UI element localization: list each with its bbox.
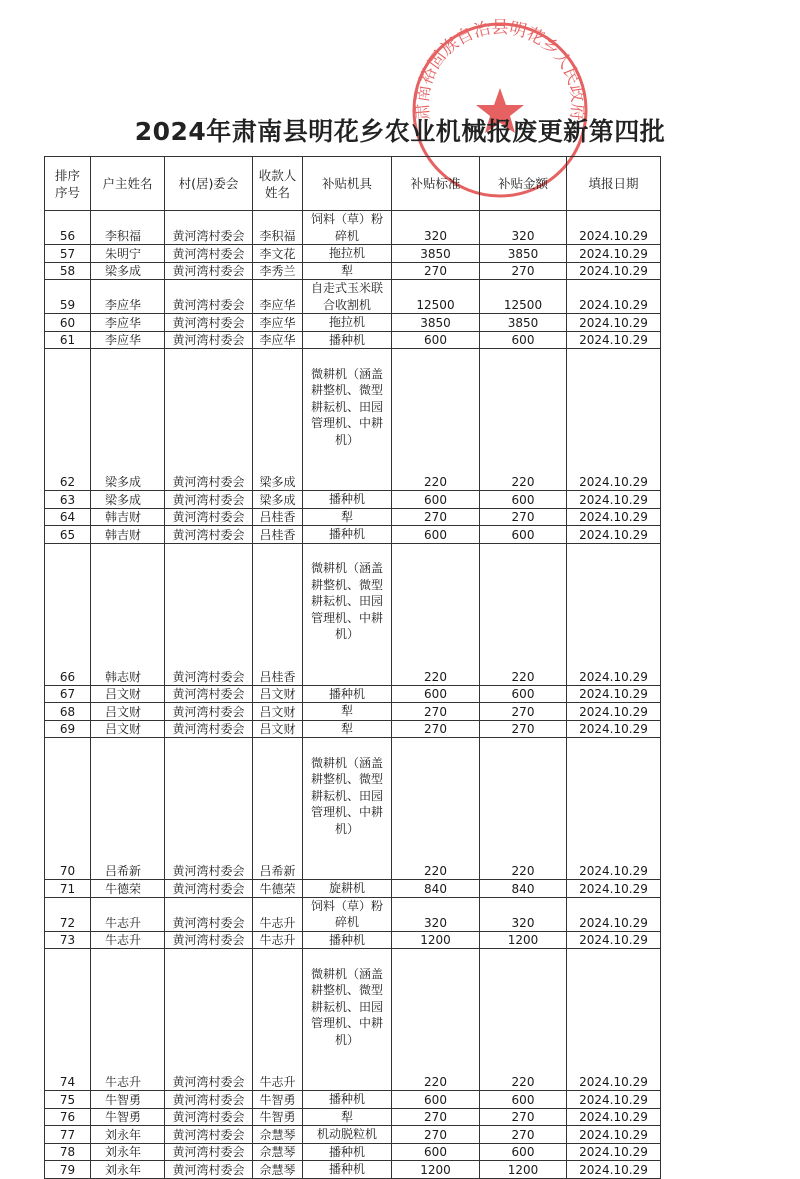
- cell-date: 2024.10.29: [567, 245, 661, 263]
- table-row: [45, 949, 661, 1091]
- cell-machine: 犁: [303, 508, 392, 526]
- cell-householder: 牛德荣: [91, 880, 165, 898]
- cell-householder: 韩吉财: [91, 508, 165, 526]
- table-row: [45, 543, 661, 685]
- cell-village: 黄河湾村委会: [165, 543, 253, 685]
- cell-machine: 拖拉机: [303, 314, 392, 332]
- cell-date: 2024.10.29: [567, 897, 661, 931]
- cell-standard: 3850: [392, 314, 480, 332]
- cell-householder: 刘永年: [91, 1143, 165, 1161]
- cell-date: 2024.10.29: [567, 738, 661, 880]
- cell-machine: 旋耕机: [303, 880, 392, 898]
- table-row: [45, 245, 661, 263]
- header-date: 填报日期: [567, 157, 661, 211]
- cell-standard: 270: [392, 720, 480, 738]
- cell-standard: 220: [392, 349, 480, 491]
- table-row: [45, 280, 661, 314]
- cell-seq: 70: [45, 738, 91, 880]
- cell-standard: 1200: [392, 931, 480, 949]
- table-row: [45, 1126, 661, 1144]
- cell-date: 2024.10.29: [567, 1161, 661, 1179]
- cell-date: 2024.10.29: [567, 703, 661, 721]
- cell-village: 黄河湾村委会: [165, 880, 253, 898]
- cell-village: 黄河湾村委会: [165, 1143, 253, 1161]
- table-row: [45, 508, 661, 526]
- cell-machine: 播种机: [303, 491, 392, 509]
- cell-machine: 犁: [303, 720, 392, 738]
- cell-payee: 吕文财: [253, 720, 303, 738]
- header-seq: 排序 序号: [45, 157, 91, 211]
- cell-householder: 梁多成: [91, 262, 165, 280]
- cell-machine: 播种机: [303, 1091, 392, 1109]
- cell-village: 黄河湾村委会: [165, 262, 253, 280]
- cell-machine: 播种机: [303, 1143, 392, 1161]
- cell-standard: 320: [392, 211, 480, 245]
- cell-machine: 播种机: [303, 931, 392, 949]
- header-payee: 收款人 姓名: [253, 157, 303, 211]
- cell-standard: 600: [392, 491, 480, 509]
- cell-date: 2024.10.29: [567, 349, 661, 491]
- cell-machine: 饲料（草）粉 碎机: [303, 897, 392, 931]
- cell-date: 2024.10.29: [567, 526, 661, 544]
- cell-payee: 李文花: [253, 245, 303, 263]
- table-row: [45, 331, 661, 349]
- cell-seq: 73: [45, 931, 91, 949]
- cell-standard: 270: [392, 1108, 480, 1126]
- cell-date: 2024.10.29: [567, 1126, 661, 1144]
- header-machine: 补贴机具: [303, 157, 392, 211]
- cell-seq: 62: [45, 349, 91, 491]
- header-village: 村(居)委会: [165, 157, 253, 211]
- cell-machine: 播种机: [303, 526, 392, 544]
- cell-payee: 牛志升: [253, 949, 303, 1091]
- cell-householder: 韩吉财: [91, 526, 165, 544]
- cell-village: 黄河湾村委会: [165, 1091, 253, 1109]
- table-row: [45, 211, 661, 245]
- header-amount: 补贴金额: [480, 157, 567, 211]
- cell-amount: 600: [480, 526, 567, 544]
- seal-text: 肃南裕固族自治县明花乡人民政府: [412, 18, 588, 122]
- cell-date: 2024.10.29: [567, 331, 661, 349]
- cell-seq: 71: [45, 880, 91, 898]
- cell-machine: 自走式玉米联 合收割机: [303, 280, 392, 314]
- cell-machine: 饲料（草）粉 碎机: [303, 211, 392, 245]
- cell-amount: 12500: [480, 280, 567, 314]
- cell-householder: 牛志升: [91, 897, 165, 931]
- cell-amount: 320: [480, 897, 567, 931]
- table-row: [45, 720, 661, 738]
- cell-householder: 牛志升: [91, 931, 165, 949]
- cell-standard: 840: [392, 880, 480, 898]
- cell-village: 黄河湾村委会: [165, 491, 253, 509]
- cell-seq: 61: [45, 331, 91, 349]
- cell-amount: 320: [480, 211, 567, 245]
- cell-standard: 270: [392, 262, 480, 280]
- header-standard: 补贴标准: [392, 157, 480, 211]
- cell-machine: 播种机: [303, 331, 392, 349]
- cell-village: 黄河湾村委会: [165, 1161, 253, 1179]
- cell-standard: 220: [392, 949, 480, 1091]
- cell-village: 黄河湾村委会: [165, 703, 253, 721]
- cell-amount: 270: [480, 720, 567, 738]
- cell-householder: 牛智勇: [91, 1091, 165, 1109]
- cell-amount: 600: [480, 685, 567, 703]
- cell-standard: 270: [392, 703, 480, 721]
- cell-date: 2024.10.29: [567, 280, 661, 314]
- cell-amount: 1200: [480, 931, 567, 949]
- cell-payee: 梁多成: [253, 491, 303, 509]
- cell-seq: 59: [45, 280, 91, 314]
- cell-village: 黄河湾村委会: [165, 508, 253, 526]
- table-row: [45, 880, 661, 898]
- cell-village: 黄河湾村委会: [165, 314, 253, 332]
- cell-machine: 拖拉机: [303, 245, 392, 263]
- cell-householder: 吕文财: [91, 703, 165, 721]
- table-row: [45, 1091, 661, 1109]
- cell-householder: 李应华: [91, 331, 165, 349]
- cell-payee: 李积福: [253, 211, 303, 245]
- table-row: [45, 897, 661, 931]
- table-row: [45, 738, 661, 880]
- cell-seq: 76: [45, 1108, 91, 1126]
- cell-village: 黄河湾村委会: [165, 897, 253, 931]
- cell-householder: 牛志升: [91, 949, 165, 1091]
- cell-amount: 3850: [480, 245, 567, 263]
- table-row: [45, 491, 661, 509]
- table-body: [45, 211, 661, 1179]
- cell-householder: 李应华: [91, 314, 165, 332]
- cell-date: 2024.10.29: [567, 685, 661, 703]
- cell-householder: 吕文财: [91, 685, 165, 703]
- cell-householder: 吕文财: [91, 720, 165, 738]
- cell-date: 2024.10.29: [567, 880, 661, 898]
- cell-householder: 刘永年: [91, 1161, 165, 1179]
- cell-seq: 69: [45, 720, 91, 738]
- cell-date: 2024.10.29: [567, 931, 661, 949]
- cell-payee: 牛智勇: [253, 1108, 303, 1126]
- header-householder: 户主姓名: [91, 157, 165, 211]
- cell-machine: 播种机: [303, 685, 392, 703]
- cell-householder: 吕希新: [91, 738, 165, 880]
- cell-householder: 梁多成: [91, 491, 165, 509]
- cell-seq: 66: [45, 543, 91, 685]
- cell-seq: 77: [45, 1126, 91, 1144]
- cell-payee: 吕桂香: [253, 508, 303, 526]
- cell-machine: 播种机: [303, 1161, 392, 1179]
- cell-date: 2024.10.29: [567, 262, 661, 280]
- cell-payee: 梁多成: [253, 349, 303, 491]
- table-row: [45, 349, 661, 491]
- cell-payee: 吕希新: [253, 738, 303, 880]
- cell-village: 黄河湾村委会: [165, 331, 253, 349]
- cell-standard: 600: [392, 331, 480, 349]
- cell-standard: 600: [392, 1091, 480, 1109]
- cell-payee: 牛智勇: [253, 1091, 303, 1109]
- cell-seq: 72: [45, 897, 91, 931]
- cell-village: 黄河湾村委会: [165, 720, 253, 738]
- cell-amount: 600: [480, 1143, 567, 1161]
- cell-village: 黄河湾村委会: [165, 526, 253, 544]
- cell-date: 2024.10.29: [567, 720, 661, 738]
- cell-payee: 李应华: [253, 314, 303, 332]
- cell-standard: 320: [392, 897, 480, 931]
- cell-payee: 吕桂香: [253, 526, 303, 544]
- cell-payee: 佘慧琴: [253, 1143, 303, 1161]
- cell-payee: 吕桂香: [253, 543, 303, 685]
- cell-payee: 牛德荣: [253, 880, 303, 898]
- cell-seq: 68: [45, 703, 91, 721]
- cell-standard: 600: [392, 1143, 480, 1161]
- cell-amount: 220: [480, 738, 567, 880]
- cell-householder: 梁多成: [91, 349, 165, 491]
- cell-amount: 220: [480, 949, 567, 1091]
- cell-standard: 220: [392, 543, 480, 685]
- cell-amount: 270: [480, 703, 567, 721]
- table-row: [45, 703, 661, 721]
- subsidy-table: [44, 156, 661, 1179]
- cell-village: 黄河湾村委会: [165, 1108, 253, 1126]
- cell-village: 黄河湾村委会: [165, 685, 253, 703]
- cell-date: 2024.10.29: [567, 211, 661, 245]
- cell-payee: 佘慧琴: [253, 1126, 303, 1144]
- cell-payee: 牛志升: [253, 931, 303, 949]
- table-row: [45, 262, 661, 280]
- cell-standard: 270: [392, 508, 480, 526]
- cell-householder: 韩志财: [91, 543, 165, 685]
- table-row: [45, 314, 661, 332]
- cell-payee: 李应华: [253, 280, 303, 314]
- table-row: [45, 685, 661, 703]
- cell-seq: 64: [45, 508, 91, 526]
- cell-amount: 270: [480, 508, 567, 526]
- cell-date: 2024.10.29: [567, 1143, 661, 1161]
- cell-machine: 机动脱粒机: [303, 1126, 392, 1144]
- cell-machine: 犁: [303, 1108, 392, 1126]
- cell-date: 2024.10.29: [567, 1091, 661, 1109]
- cell-date: 2024.10.29: [567, 491, 661, 509]
- cell-payee: 李应华: [253, 331, 303, 349]
- cell-date: 2024.10.29: [567, 949, 661, 1091]
- cell-seq: 67: [45, 685, 91, 703]
- cell-date: 2024.10.29: [567, 508, 661, 526]
- cell-payee: 佘慧琴: [253, 1161, 303, 1179]
- cell-date: 2024.10.29: [567, 543, 661, 685]
- cell-seq: 63: [45, 491, 91, 509]
- cell-householder: 牛智勇: [91, 1108, 165, 1126]
- cell-machine: 犁: [303, 262, 392, 280]
- cell-amount: 220: [480, 543, 567, 685]
- cell-standard: 600: [392, 685, 480, 703]
- cell-payee: 牛志升: [253, 897, 303, 931]
- cell-standard: 1200: [392, 1161, 480, 1179]
- cell-amount: 270: [480, 1126, 567, 1144]
- table-row: [45, 931, 661, 949]
- cell-machine: 微耕机（涵盖 耕整机、微型 耕耘机、田园 管理机、中耕 机）: [303, 949, 392, 1091]
- cell-seq: 58: [45, 262, 91, 280]
- cell-village: 黄河湾村委会: [165, 211, 253, 245]
- cell-machine: 微耕机（涵盖 耕整机、微型 耕耘机、田园 管理机、中耕 机）: [303, 543, 392, 685]
- cell-householder: 李应华: [91, 280, 165, 314]
- cell-village: 黄河湾村委会: [165, 245, 253, 263]
- cell-village: 黄河湾村委会: [165, 931, 253, 949]
- cell-machine: 微耕机（涵盖 耕整机、微型 耕耘机、田园 管理机、中耕 机）: [303, 349, 392, 491]
- cell-amount: 220: [480, 349, 567, 491]
- cell-amount: 270: [480, 1108, 567, 1126]
- cell-village: 黄河湾村委会: [165, 949, 253, 1091]
- cell-householder: 朱明宁: [91, 245, 165, 263]
- cell-amount: 600: [480, 491, 567, 509]
- table-row: [45, 1143, 661, 1161]
- cell-amount: 840: [480, 880, 567, 898]
- cell-standard: 12500: [392, 280, 480, 314]
- cell-village: 黄河湾村委会: [165, 738, 253, 880]
- cell-village: 黄河湾村委会: [165, 1126, 253, 1144]
- cell-standard: 270: [392, 1126, 480, 1144]
- cell-seq: 57: [45, 245, 91, 263]
- cell-amount: 270: [480, 262, 567, 280]
- cell-seq: 79: [45, 1161, 91, 1179]
- document-title: 2024年肃南县明花乡农业机械报废更新第四批: [134, 117, 666, 146]
- cell-date: 2024.10.29: [567, 1108, 661, 1126]
- cell-amount: 3850: [480, 314, 567, 332]
- cell-seq: 60: [45, 314, 91, 332]
- table-row: [45, 526, 661, 544]
- table-row: [45, 1161, 661, 1179]
- cell-standard: 3850: [392, 245, 480, 263]
- cell-date: 2024.10.29: [567, 314, 661, 332]
- cell-amount: 600: [480, 1091, 567, 1109]
- cell-seq: 75: [45, 1091, 91, 1109]
- cell-seq: 65: [45, 526, 91, 544]
- cell-machine: 微耕机（涵盖 耕整机、微型 耕耘机、田园 管理机、中耕 机）: [303, 738, 392, 880]
- cell-village: 黄河湾村委会: [165, 280, 253, 314]
- cell-payee: 吕文财: [253, 685, 303, 703]
- cell-standard: 220: [392, 738, 480, 880]
- cell-payee: 李秀兰: [253, 262, 303, 280]
- cell-payee: 吕文财: [253, 703, 303, 721]
- cell-amount: 1200: [480, 1161, 567, 1179]
- cell-seq: 78: [45, 1143, 91, 1161]
- cell-machine: 犁: [303, 703, 392, 721]
- table-row: [45, 1108, 661, 1126]
- cell-standard: 600: [392, 526, 480, 544]
- cell-householder: 李积福: [91, 211, 165, 245]
- cell-village: 黄河湾村委会: [165, 349, 253, 491]
- cell-seq: 74: [45, 949, 91, 1091]
- cell-seq: 56: [45, 211, 91, 245]
- table-header-row: [45, 157, 661, 211]
- cell-householder: 刘永年: [91, 1126, 165, 1144]
- cell-amount: 600: [480, 331, 567, 349]
